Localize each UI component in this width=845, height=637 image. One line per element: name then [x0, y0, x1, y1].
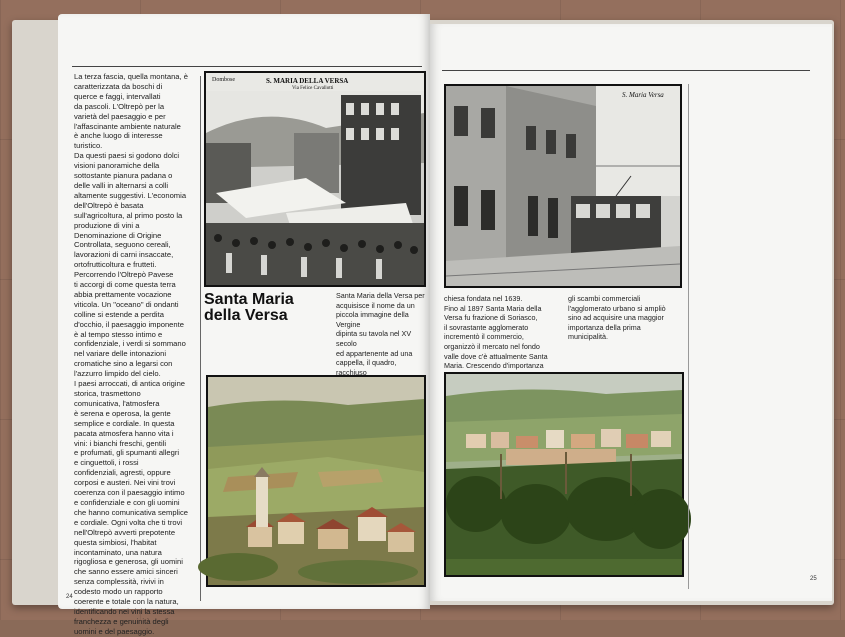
postcard-title: S. MARIA DELLA VERSA: [266, 77, 349, 85]
postcard-subtitle: Via Felice Cavallotti: [292, 86, 334, 91]
page-number-left: 24: [66, 594, 73, 600]
caption-text: Santa Maria della Versa per acquisisce il nome da un piccola immagine della Vergine dipinta su tavola nel XV secolo ed appartenente ad una cappella, il quadro, racchiuso: [336, 291, 425, 377]
market-photo-image: [206, 73, 424, 285]
column-divider: [200, 76, 201, 601]
vineyard-photo-image: [446, 374, 682, 575]
postcard-corner-text: Dombose: [212, 77, 235, 83]
caption-col1: chiesa fondata nel 1639. Fino al 1897 Santa Maria della Versa fu frazione di Soriasco, il sovrastante agglomerato incrementò il commercio, organizzò il mercato nel fondo valle dove c'è attualmente Santa Maria. Crescendo d'importanza: [444, 294, 548, 371]
right-page: [430, 24, 832, 601]
body-text: La terza fascia, quella montana, è caratterizzata da boschi di querce e faggi, intervallati da pascoli. L'Oltrepò per la varietà del paesaggio e per l'affascinante ambiente naturale è anche luogo di interesse turistico. Da questi paesi si godono dolci visioni panoramiche della sottostante pianura padana o delle valli in alternarsi a colli altamente suggestivi. L'economia dell'Oltrepò è basata sull'agricoltura, al primo posto la produzione di vini a Denominazione di Origine Controllata, seguono cereali, lavorazioni di carni insaccate, ortofrutticoltura e frutteti. Percorrendo l'Oltrepò Pavese ti accorgi di come questa terra abbia prettamente vocazione viticola. Un "oceano" di ondanti colline si estende a perdita d'occhio, il paesaggio imponente è al tempo stesso intimo e confidenziale, i verdi si sommano nel variare delle intonazioni cromatiche sino a legarsi con l'azzurro limpido del cielo. I paesi arroccati, di antica origine storica, trasmettono comunicativa, l'atmosfera è serena e operosa, la gente semplice e cordiale. In questa pacata atmosfera hanno vita i vini: i bianchi freschi, gentili e profumati, gli spumanti allegri e cinguettoli, i rossi confidenziali, agresti, oppure corposi e austeri. Nei vini trovi coerenza con il paesaggio intimo e confidenziale e con gli uomini che hanno comunicativa semplice e cordiale. Ogni volta che ti trovi nell'Oltrepò avverti prepotente questa simbiosi, l'habitat incontaminato, una natura rigogliosa e generosa, gli uomini che sanno essere amici sinceri senza complessità, rivivi in codesto modo un rapporto coerente e totale con la natura, identificando nei vini la stessa franchezza e genuinità degli uomini e del paesaggio.: [74, 72, 188, 636]
top-rule-right: [442, 70, 810, 71]
section-heading: Santa Maria della Versa: [204, 291, 294, 324]
market-photo: [204, 71, 426, 287]
page-number-right: 25: [810, 576, 817, 582]
tram-photo-image: [446, 86, 680, 286]
right-column-divider: [688, 84, 689, 589]
village-panorama-image: [208, 377, 424, 585]
village-panorama-photo: [206, 375, 426, 587]
top-rule: [72, 66, 422, 67]
caption-col2: gli scambi commerciali l'agglomerato urbano si ampliò sino ad acquisire una maggior importanza della prima municipalità.: [568, 294, 666, 342]
tram-photo: [444, 84, 682, 288]
postcard-title-right: S. Maria Versa: [622, 91, 664, 99]
vineyard-photo: [444, 372, 684, 577]
left-page: [58, 14, 430, 636]
